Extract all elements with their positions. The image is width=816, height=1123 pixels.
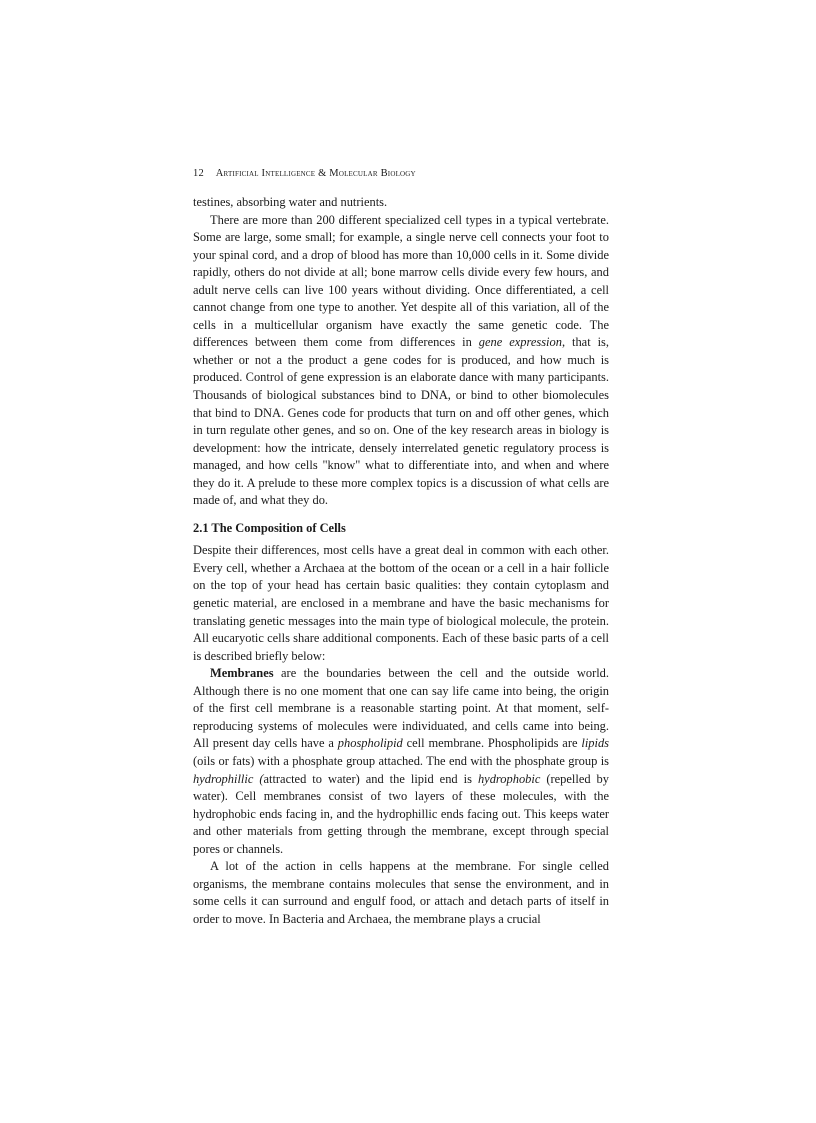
paragraph-text: cell membrane. Phospholipids are [402, 736, 582, 751]
paragraph-text: attracted to water) and the lipid end is [263, 771, 478, 786]
page-number: 12 [193, 168, 204, 179]
paragraph-text: There are more than 200 different specialized cell types in a typical vertebrate. Some are large, some small; for example, a single nerve cell connects your foot to your spinal cord, and a drop of blood has more than 10,000 cells in it. Some divide rapidly, others do not divide at all; bone marrow cells divide every few hours, and adult nerve cells can live 100 years without dividing. Once differentiated, a cell cannot change from one type to another. Yet despite all of this variation, all of the cells in a multicellular organism have exactly the same genetic code. The differences between them come from differences in [193, 212, 609, 350]
paragraph-text: A lot of the action in cells happens at the membrane. For single celled organisms, the membrane contains molecules that sense the environment, and in some cells it can surround and engulf food, or attach and detach parts of itself in order to move. In Bacteria and Archaea, the membrane plays a crucial [193, 859, 609, 926]
paragraph-continuation [193, 194, 609, 212]
book-page [193, 168, 609, 928]
section-heading: 2.1 The Composition of Cells [193, 520, 346, 535]
paragraph-membrane-action [193, 858, 609, 928]
paragraph-text: (repelled by water). Cell membranes consist of two layers of these molecules, with the hydrophobic ends facing in, and the hydrophillic ends facing out. This keeps water and other materials from getting through the membrane, except through special pores or channels. [193, 771, 609, 856]
running-title: Artificial Intelligence & Molecular Biology [215, 168, 416, 179]
term-hydrophillic: hydrophillic ( [193, 771, 264, 786]
body-text [193, 194, 609, 928]
term-gene-expression: gene expression [478, 335, 562, 350]
paragraph-cell-types [193, 212, 609, 510]
paragraph-membranes [193, 665, 609, 858]
paragraph-text: are the boundaries between the cell and the outside world. Although there is no one moment that one can say life came into being, the origin of the first cell membrane is a reasonable starting point. At that moment, self-reproducing systems of molecules were individuated, and cells came into being. All present day cells have a [193, 666, 609, 751]
paragraph-text: Despite their differences, most cells have a great deal in common with each other. Every cell, whether a Archaea at the bottom of the ocean or a cell in a hair follicle on the top of your head has certain basic qualities: they contain cytoplasm and genetic material, are enclosed in a membrane and have the basic mechanisms for translating genetic messages into the main type of biological molecule, the protein. All eucaryotic cells share additional components. Each of these basic parts of a cell is described briefly below: [193, 543, 609, 663]
term-membranes: Membranes [210, 666, 274, 681]
paragraph-text: , that is, whether or not a the product a gene codes for is produced, and how much is produced. Control of gene expression is an elaborate dance with many participants. Thousands of biological substances bind to DNA, or bind to other biomolecules that bind to DNA. Genes code for products that turn on and off other genes, which in turn regulate other genes, and so on. One of the key research areas in biology is development: how the intricate, densely interrelated genetic regulatory process is managed, and how cells "know" what to differentiate into, and when and where they do it. A prelude to these more complex topics is a discussion of what cells are made of, and what they do. [193, 335, 609, 508]
paragraph-text: (oils or fats) with a phosphate group attached. The end with the phosphate group is [193, 753, 609, 768]
paragraph-text: testines, absorbing water and nutrients. [193, 195, 388, 209]
term-phospholipid: phospholipid [337, 736, 403, 751]
paragraph-composition [193, 542, 609, 665]
running-header [193, 168, 609, 179]
term-hydrophobic: hydrophobic [477, 771, 541, 786]
term-lipids: lipids [581, 736, 610, 751]
